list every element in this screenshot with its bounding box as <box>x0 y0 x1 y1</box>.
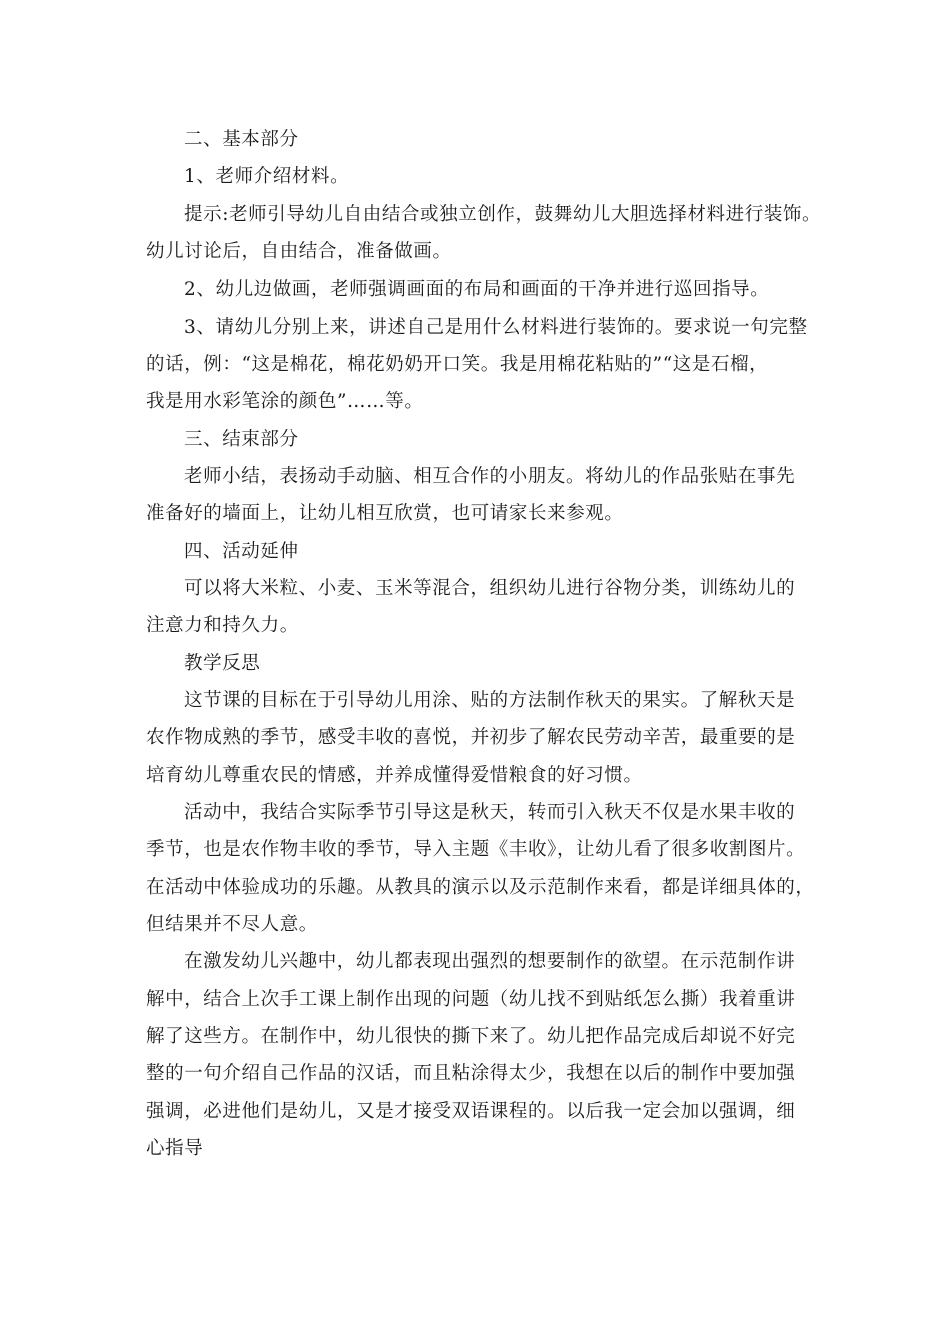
text-line: 2、幼儿边做画，老师强调画面的布局和画面的干净并进行巡回指导。 <box>184 279 770 300</box>
section-heading-basic: 二、基本部分 <box>184 129 299 150</box>
text-line: 在活动中体验成功的乐趣。从教具的演示以及示范制作来看，都是详细具体的， <box>146 877 815 898</box>
text-line: 农作物成熟的季节，感受丰收的喜悦，并初步了解农民劳动辛苦，最重要的是 <box>146 727 796 748</box>
text-line: 注意力和持久力。 <box>146 615 299 636</box>
text-line: 老师小结，表扬动手动脑、相互合作的小朋友。将幼儿的作品张贴在事先 <box>184 466 796 487</box>
section-heading-ending: 三、结束部分 <box>184 429 299 450</box>
text-line: 解了这些方。在制作中，幼儿很快的撕下来了。幼儿把作品完成后却说不好完 <box>146 1026 796 1047</box>
text-line: 1、老师介绍材料。 <box>184 166 350 187</box>
section-heading-extension: 四、活动延伸 <box>184 541 299 562</box>
text-line: 解中，结合上次手工课上制作出现的问题（幼儿找不到贴纸怎么撕）我着重讲 <box>146 989 796 1010</box>
text-line: 可以将大米粒、小麦、玉米等混合，组织幼儿进行谷物分类，训练幼儿的 <box>184 578 796 599</box>
text-line: 3、请幼儿分别上来，讲述自己是用什么材料进行装饰的。要求说一句完整 <box>184 317 808 338</box>
text-line: 在激发幼儿兴趣中，幼儿都表现出强烈的想要制作的欲望。在示范制作讲 <box>184 951 796 972</box>
text-line: 这节课的目标在于引导幼儿用涂、贴的方法制作秋天的果实。了解秋天是 <box>184 690 796 711</box>
text-line: 幼儿讨论后，自由结合，准备做画。 <box>146 241 452 262</box>
text-line: 整的一句介绍自己作品的汉话，而且粘涂得太少，我想在以后的制作中要加强 <box>146 1063 796 1084</box>
text-line: 培育幼儿尊重农民的情感，并养成懂得爱惜粮食的好习惯。 <box>146 765 643 786</box>
text-line: 的话，例：“这是棉花，棉花奶奶开口笑。我是用棉花粘贴的”“这是石榴， <box>146 354 769 375</box>
section-heading-reflection: 教学反思 <box>184 653 261 674</box>
text-line: 强调，必进他们是幼儿，又是才接受双语课程的。以后我一定会加以强调，细 <box>146 1101 796 1122</box>
text-line: 但结果并不尽人意。 <box>146 914 318 935</box>
text-line: 心指导 <box>146 1138 204 1159</box>
text-line: 我是用水彩笔涂的颜色”……等。 <box>146 391 424 412</box>
text-line: 准备好的墙面上，让幼儿相互欣赏，也可请家长来参观。 <box>146 503 624 524</box>
text-line: 提示:老师引导幼儿自由结合或独立创作，鼓舞幼儿大胆选择材料进行装饰。 <box>184 204 822 225</box>
text-line: 季节，也是农作物丰收的季节，导入主题《丰收》，让幼儿看了很多收割图片。 <box>146 839 806 860</box>
text-line: 活动中，我结合实际季节引导这是秋天，转而引入秋天不仅是水果丰收的 <box>184 802 796 823</box>
